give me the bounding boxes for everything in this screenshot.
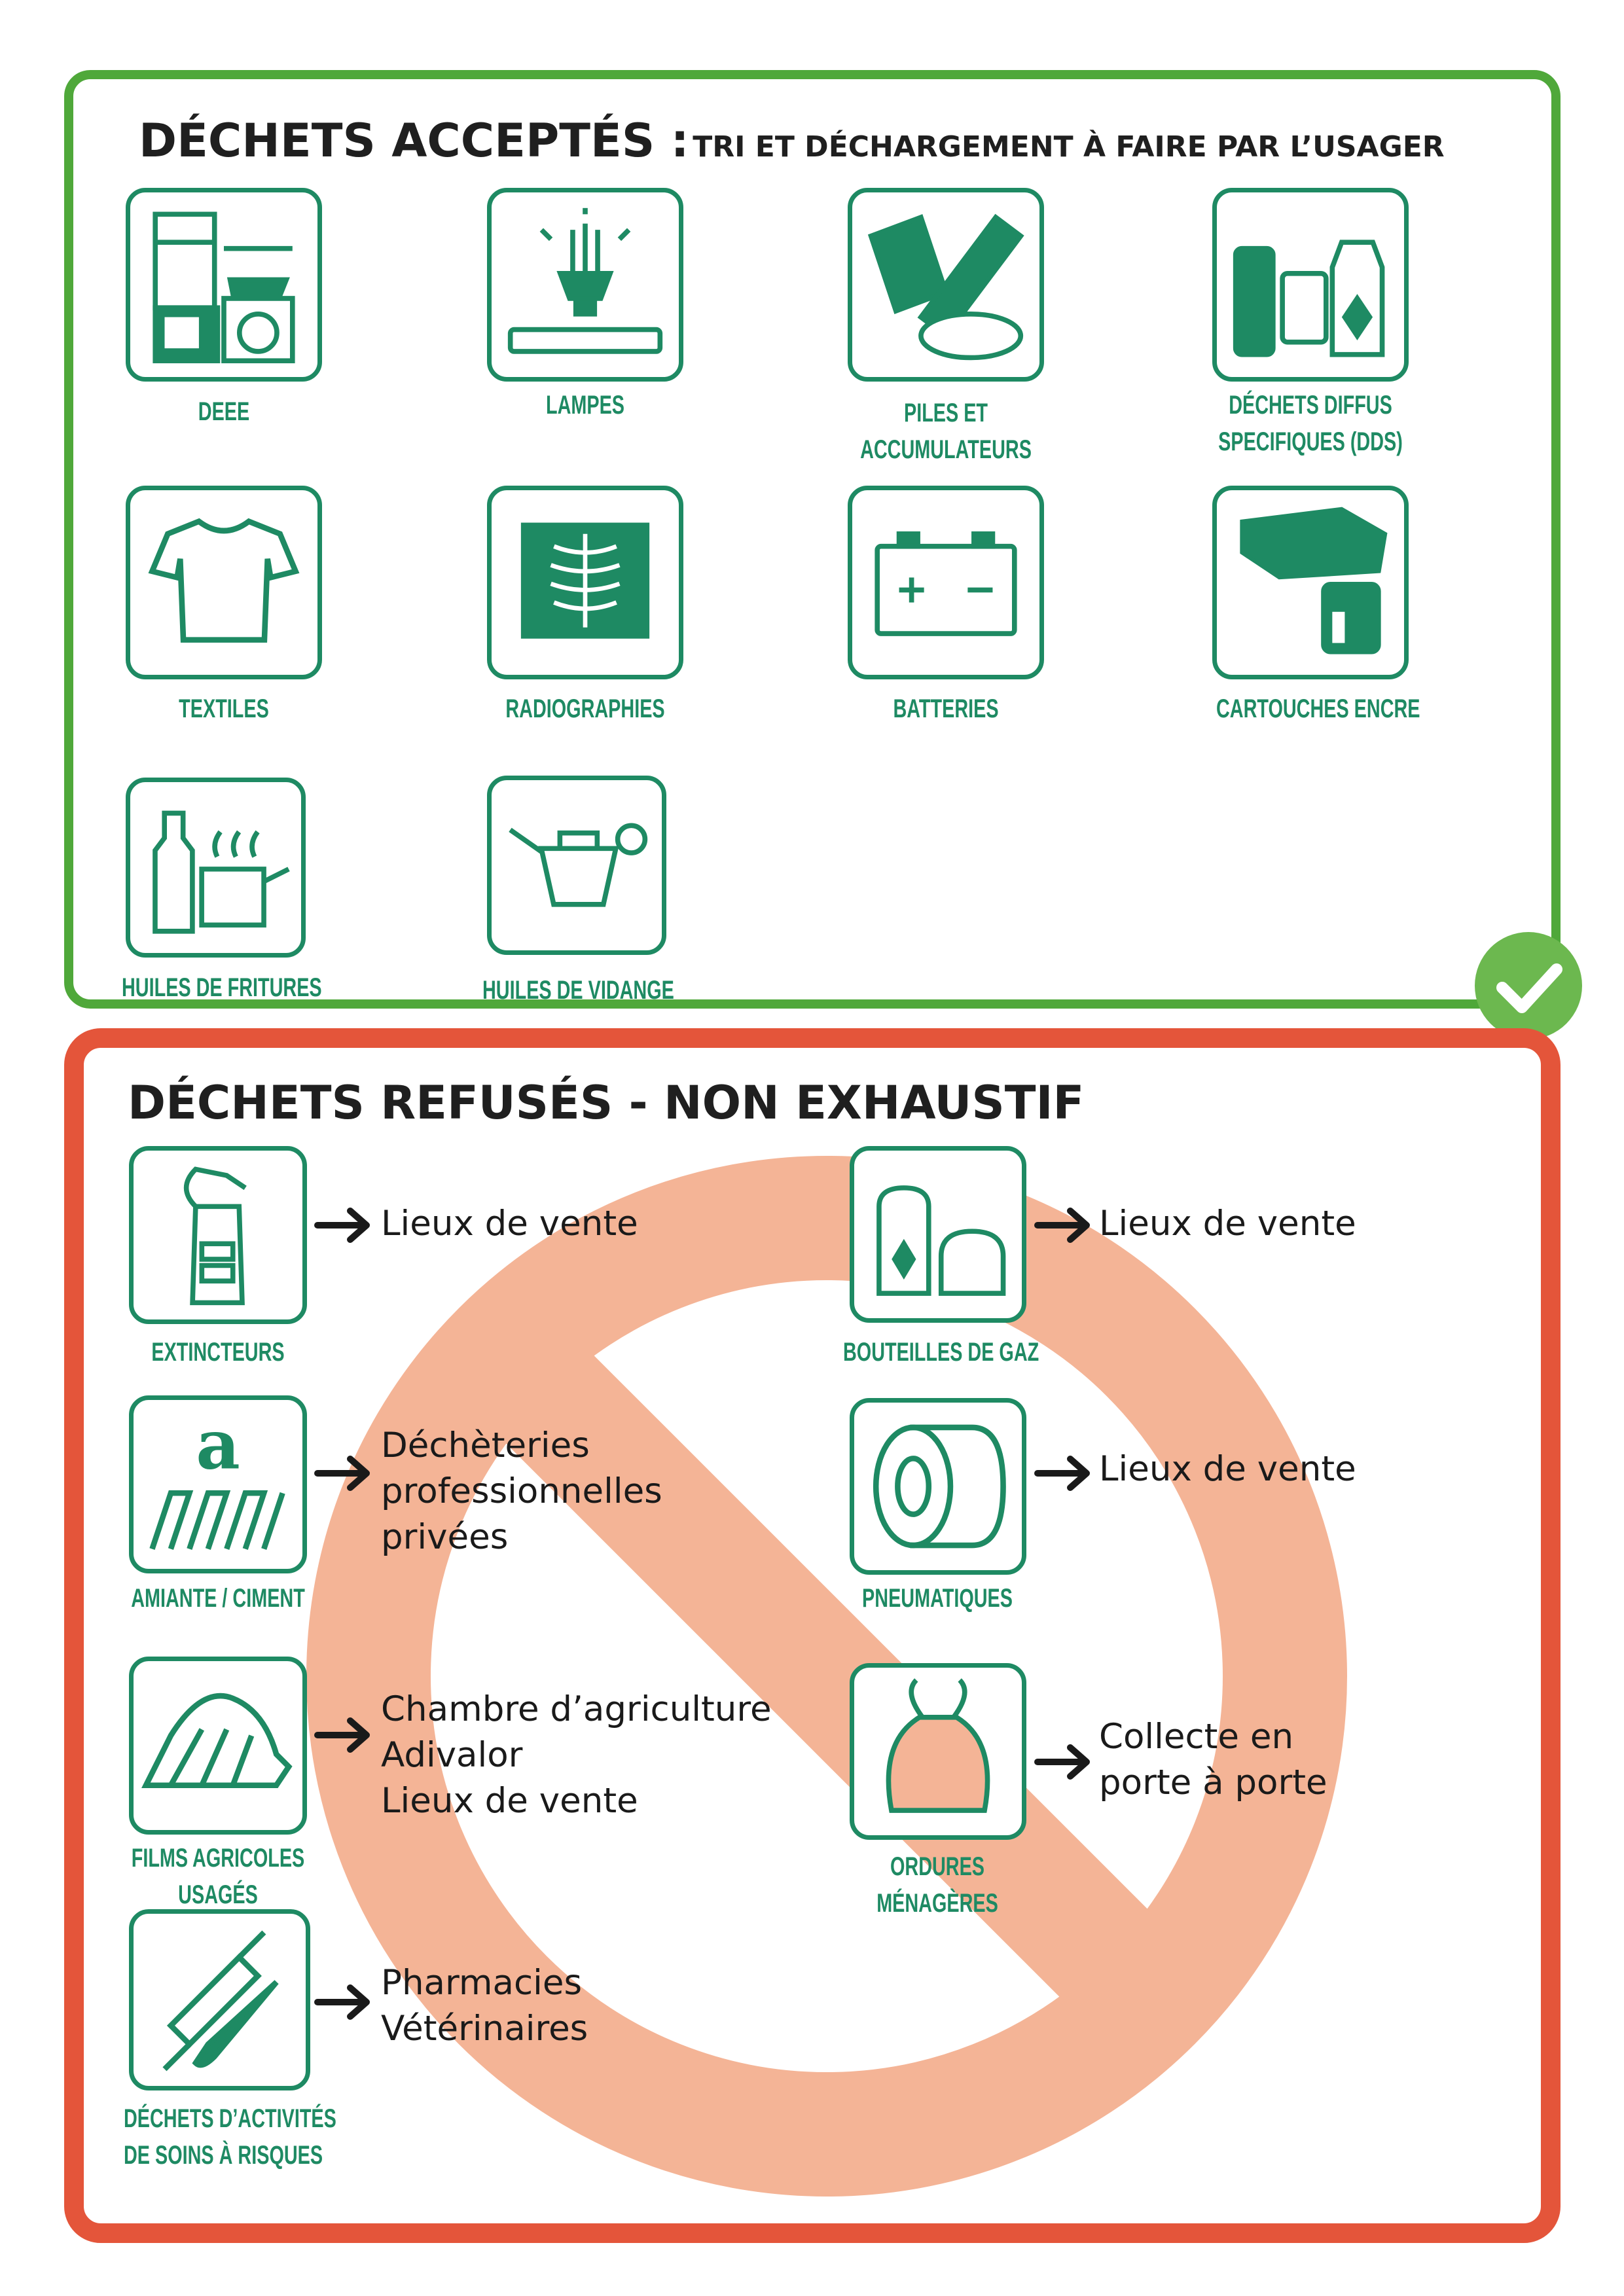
accepted-title	[139, 114, 1445, 168]
accepted-label-piles-line1: PILES ET	[903, 399, 988, 427]
accepted-label-piles	[852, 395, 1040, 468]
arrow-right-icon	[314, 1206, 373, 1245]
destination-line: Lieux de vente	[1099, 1449, 1356, 1489]
frying-oil-icon	[126, 778, 306, 958]
accepted-label-dds-line1: DÉCHETS DIFFUS	[1229, 391, 1392, 420]
destination-line: Pharmacies	[381, 1963, 583, 2003]
destination-line: Lieux de vente	[381, 1781, 638, 1821]
arrow-right-icon	[1034, 1206, 1093, 1245]
refused-label-dasri	[124, 2100, 336, 2174]
destination-line: Vétérinaires	[381, 2009, 588, 2049]
refused-label-films-line1: FILMS AGRICOLES	[131, 1844, 305, 1873]
svg-text:a: a	[196, 1404, 240, 1485]
arrow-right-icon	[1034, 1742, 1093, 1782]
arrow-right-icon	[314, 1982, 373, 2022]
accepted-label-cartouches: CARTOUCHES ENCRE	[1216, 694, 1420, 723]
accepted-title-main: DÉCHETS ACCEPTÉS :	[139, 114, 689, 168]
refused-destination-gaz	[1099, 1201, 1356, 1247]
refused-label-films	[124, 1840, 312, 1913]
refused-destination-amiante	[381, 1423, 662, 1560]
lamp-icon	[487, 188, 683, 382]
destination-line: professionnelles	[381, 1471, 662, 1511]
xray-icon	[487, 486, 683, 679]
appliances-icon	[126, 188, 322, 382]
tire-icon	[850, 1398, 1026, 1575]
refused-label-films-line2: USAGÉS	[178, 1880, 258, 1909]
extinguisher-icon	[129, 1146, 307, 1324]
refused-label-ordures-line2: MÉNAGÈRES	[876, 1889, 998, 1918]
refused-destination-ordures	[1099, 1714, 1327, 1806]
refused-label-amiante: AMIANTE / CIMENT	[131, 1584, 305, 1613]
refused-destination-pneumatiques	[1099, 1446, 1356, 1492]
asbestos-icon	[129, 1395, 307, 1573]
refused-label-pneumatiques: PNEUMATIQUES	[862, 1584, 1013, 1613]
tshirt-icon	[126, 486, 322, 679]
accepted-waste-panel	[64, 70, 1561, 1009]
refused-destination-films	[381, 1687, 772, 1824]
chemical-bottles-icon	[1212, 188, 1409, 382]
accepted-label-deee: DEEE	[198, 397, 250, 426]
agricultural-film-icon	[129, 1657, 307, 1835]
checkmark-icon	[1473, 930, 1584, 1041]
refused-label-dasri-line1: DÉCHETS D’ACTIVITÉS	[124, 2104, 336, 2133]
destination-line: Déchèteries	[381, 1426, 590, 1465]
accepted-label-piles-line2: ACCUMULATEURS	[860, 435, 1032, 464]
destination-line: privées	[381, 1517, 509, 1557]
batteries-cells-icon	[848, 188, 1044, 382]
arrow-right-icon	[314, 1454, 373, 1493]
accepted-label-lampes: LAMPES	[545, 391, 625, 420]
refused-label-extincteurs: EXTINCTEURS	[151, 1338, 285, 1367]
destination-line: Collecte en	[1099, 1717, 1294, 1757]
syringe-icon	[129, 1909, 310, 2090]
accepted-label-huiles-vidange: HUILES DE VIDANGE	[482, 976, 674, 1005]
accepted-label-textiles: TEXTILES	[179, 694, 269, 723]
gas-bottle-icon	[850, 1146, 1026, 1323]
refused-destination-extincteurs	[381, 1201, 638, 1247]
accepted-label-dds	[1216, 387, 1405, 460]
destination-line: porte à porte	[1099, 1763, 1327, 1803]
oil-can-icon	[487, 776, 666, 955]
refused-title-text: DÉCHETS REFUSÉS - NON EXHAUSTIF	[128, 1076, 1085, 1130]
ink-cartridge-icon	[1212, 486, 1409, 679]
accepted-label-radiographies: RADIOGRAPHIES	[505, 694, 665, 723]
refused-waste-panel	[64, 1028, 1561, 2243]
destination-line: Lieux de vente	[381, 1204, 638, 1244]
refused-label-ordures-line1: ORDURES	[890, 1852, 985, 1881]
car-battery-icon	[848, 486, 1044, 679]
accepted-label-batteries: BATTERIES	[893, 694, 999, 723]
refused-title	[128, 1076, 1084, 1130]
arrow-right-icon	[314, 1715, 373, 1755]
refused-label-gaz: BOUTEILLES DE GAZ	[843, 1338, 1039, 1367]
accepted-label-huiles-fritures: HUILES DE FRITURES	[122, 973, 322, 1002]
accepted-title-sub: TRI ET DÉCHARGEMENT À FAIRE PAR L’USAGER	[693, 130, 1445, 164]
destination-line: Chambre d’agriculture	[381, 1689, 772, 1729]
refused-destination-dasri	[381, 1960, 588, 2052]
trash-bag-icon	[850, 1663, 1026, 1840]
accepted-label-dds-line2: SPECIFIQUES (DDS)	[1218, 427, 1403, 456]
refused-label-ordures	[843, 1848, 1032, 1922]
destination-line: Adivalor	[381, 1735, 523, 1775]
destination-line: Lieux de vente	[1099, 1204, 1356, 1244]
arrow-right-icon	[1034, 1454, 1093, 1493]
refused-label-dasri-line2: DE SOINS À RISQUES	[124, 2141, 323, 2170]
